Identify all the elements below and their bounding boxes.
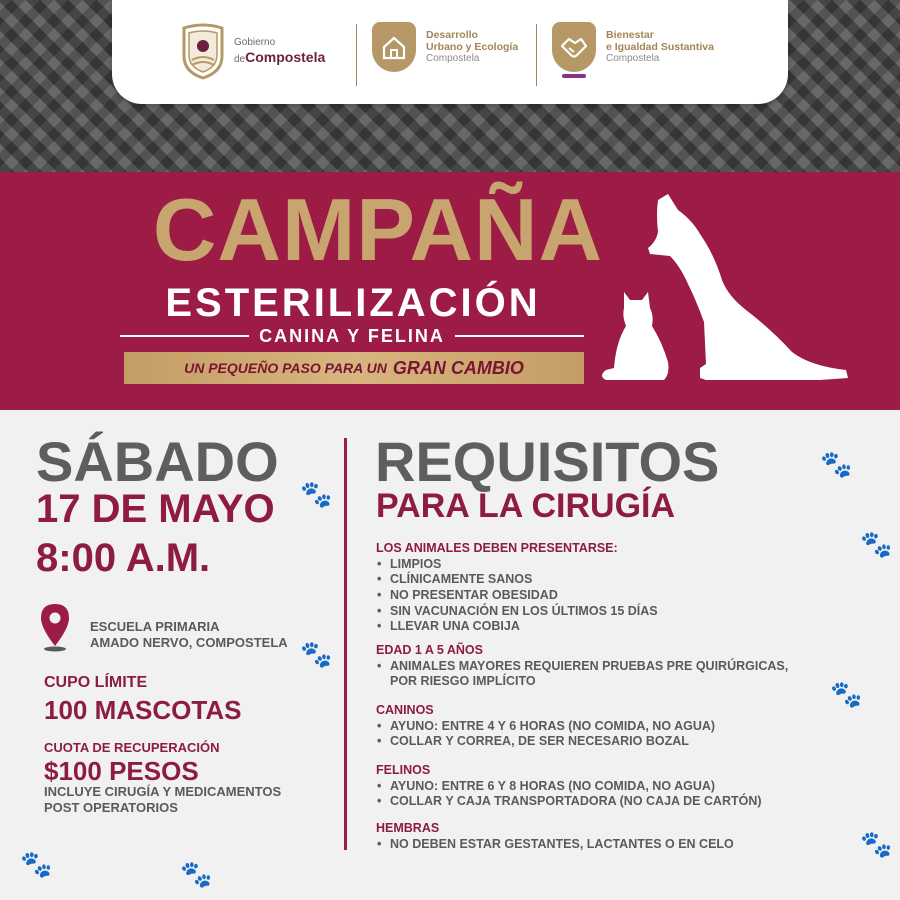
event-place xyxy=(90,619,288,652)
paw-icon: 🐾 xyxy=(830,680,863,710)
list-item: • AYUNO: ENTRE 6 Y 8 HORAS (NO COMIDA, NO AGUA) xyxy=(376,779,876,795)
gov-small-text: Gobierno xyxy=(234,37,276,48)
gov-de-text: de xyxy=(234,53,246,65)
list-item xyxy=(376,674,876,690)
slogan-big: GRAN CAMBIO xyxy=(392,357,524,378)
cupo-label: CUPO LÍMITE xyxy=(44,674,148,691)
event-date: 17 DE MAYO xyxy=(36,487,275,531)
cupo-value: 100 MASCOTAS xyxy=(44,695,242,725)
cuota-value: $100 PESOS xyxy=(44,756,199,786)
divider-line xyxy=(120,335,249,337)
campaign-subtitle: ESTERILIZACIÓN xyxy=(165,281,541,325)
paw-icon: 🐾 xyxy=(300,640,333,670)
req-section-presentation xyxy=(376,541,876,635)
req-section-title: CANINOS xyxy=(376,703,434,717)
place-line2: AMADO NERVO, COMPOSTELA xyxy=(90,635,288,651)
cuota-note-line2: POST OPERATORIOS xyxy=(44,799,178,815)
pets-illustration xyxy=(596,192,856,388)
list-item: • LIMPIOS xyxy=(376,557,876,573)
dept1-line1: Desarrollo xyxy=(426,29,478,42)
paw-icon: 🐾 xyxy=(300,480,333,510)
cuota-label: CUOTA DE RECUPERACIÓN xyxy=(44,740,220,755)
req-section-age xyxy=(376,643,876,690)
dept2-line1: Bienestar xyxy=(606,29,654,42)
list-item: • ANIMALES MAYORES REQUIEREN PRUEBAS PRE QUIRÚRGICAS, xyxy=(376,659,876,675)
paw-icon: 🐾 xyxy=(180,860,213,890)
dog-silhouette-icon xyxy=(648,194,848,380)
req-section-title: EDAD 1 A 5 AÑOS xyxy=(376,643,483,657)
campaign-subtitle2: CANINA Y FELINA xyxy=(259,325,445,346)
column-divider xyxy=(344,438,347,850)
list-item: • SIN VACUNACIÓN EN LOS ÚLTIMOS 15 DÍAS xyxy=(376,604,876,620)
paw-icon: 🐾 xyxy=(20,850,53,880)
paw-icon: 🐾 xyxy=(860,530,893,560)
slogan-small: UN PEQUEÑO PASO PARA UN xyxy=(184,360,387,376)
dept-bienestar-logo xyxy=(552,22,776,72)
campaign-subtitle2-row xyxy=(120,326,584,346)
requirements-title: REQUISITOS xyxy=(375,430,720,493)
government-logo xyxy=(178,22,344,80)
cuota-note xyxy=(44,784,334,815)
handshake-icon xyxy=(552,22,596,72)
dept2-sub: Compostela xyxy=(606,53,660,65)
campaign-slogan xyxy=(124,352,584,384)
gov-name-text: Compostela xyxy=(245,48,326,65)
list-item: • COLLAR Y CAJA TRANSPORTADORA (NO CAJA DE CARTÓN) xyxy=(376,794,876,810)
divider-line xyxy=(455,335,584,337)
place-line1: ESCUELA PRIMARIA xyxy=(90,619,220,634)
list-item: • LLEVAR UNA COBIJA xyxy=(376,619,876,635)
logo-separator xyxy=(356,24,357,86)
req-section-title: HEMBRAS xyxy=(376,821,440,835)
event-day: SÁBADO xyxy=(36,430,279,493)
cat-silhouette-icon xyxy=(602,292,669,380)
req-section-title: FELINOS xyxy=(376,763,431,777)
req-section-felinos xyxy=(376,763,876,810)
logo-bar xyxy=(112,0,788,104)
paw-icon: 🐾 xyxy=(820,450,853,480)
cuota-note-line1: INCLUYE CIRUGÍA Y MEDICAMENTOS xyxy=(44,784,282,799)
list-item: • NO DEBEN ESTAR GESTANTES, LACTANTES O EN CELO xyxy=(376,837,876,853)
list-item: • COLLAR Y CORREA, DE SER NECESARIO BOZAL xyxy=(376,734,876,750)
location-pin-icon xyxy=(38,602,72,652)
req-section-title: LOS ANIMALES DEBEN PRESENTARSE: xyxy=(376,541,618,555)
paw-icon: 🐾 xyxy=(860,830,893,860)
list-item: • AYUNO: ENTRE 4 Y 6 HORAS (NO COMIDA, NO AGUA) xyxy=(376,719,876,735)
logo-separator xyxy=(536,24,537,86)
requirements-subtitle: PARA LA CIRUGÍA xyxy=(376,487,676,525)
dept1-line2: Urbano y Ecología xyxy=(426,41,519,54)
dept2-line2: e Igualdad Sustantiva xyxy=(606,41,714,54)
dept1-sub: Compostela xyxy=(426,53,480,65)
req-section-caninos xyxy=(376,703,876,750)
seal-icon xyxy=(178,22,228,80)
list-item: • NO PRESENTAR OBESIDAD xyxy=(376,588,876,604)
list-item: • CLÍNICAMENTE SANOS xyxy=(376,572,876,588)
list-item-continuation: POR RIESGO IMPLÍCITO xyxy=(390,674,536,689)
event-time: 8:00 A.M. xyxy=(36,536,211,580)
campaign-title: CAMPAÑA xyxy=(152,180,604,279)
req-section-hembras xyxy=(376,821,876,852)
house-icon xyxy=(372,22,416,72)
